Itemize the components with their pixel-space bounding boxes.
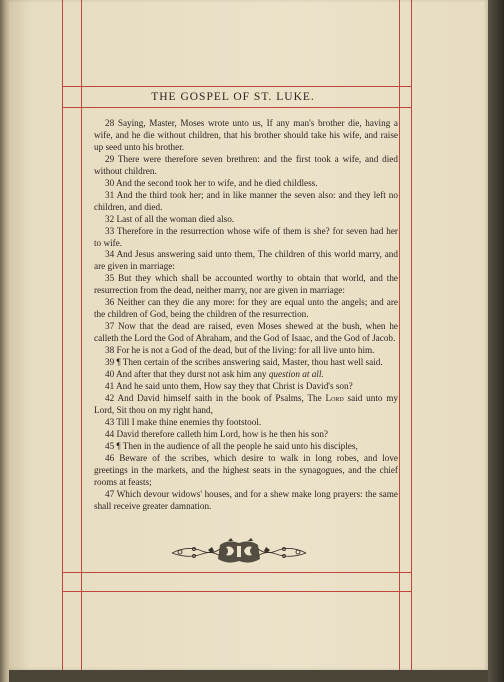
- verse-number: 40: [105, 369, 115, 380]
- page-title: THE GOSPEL OF ST. LUKE.: [151, 91, 315, 103]
- verse-text: David therefore calleth him Lord, how is he then his son?: [116, 428, 328, 439]
- verse-text: ¶ Then certain of the scribes answering said, Master, thou hast well said.: [116, 357, 383, 368]
- verse-text: Till I make thine enemies thy footstool.: [116, 416, 262, 427]
- verse-number: 39: [105, 357, 115, 368]
- rule-left-outer: [62, 0, 63, 670]
- rule-top-inner: [62, 107, 412, 108]
- verse-small-caps-text: Lord: [325, 392, 344, 403]
- verse-29: [94, 154, 398, 178]
- verse-40: [94, 369, 398, 381]
- verse-number: 34: [105, 249, 115, 260]
- verse-28: [94, 118, 398, 154]
- verse-text: Which devour widows' houses, and for a shew make long prayers: the same shall receive greater damnation.: [94, 488, 398, 511]
- verse-number: 45: [105, 440, 115, 451]
- verse-text: Neither can they die any more: for they are equal unto the angels; and are the children of God, being the children of the resurrection.: [94, 297, 398, 320]
- verse-text: And after that they durst not ask him any: [115, 369, 269, 380]
- rule-right-outer: [411, 0, 412, 670]
- verse-30: [94, 178, 398, 190]
- verse-text: And the second took her to wife, and he died childless.: [115, 177, 318, 188]
- rule-top-outer: [62, 86, 412, 87]
- verse-text: Beware of the scribes, which desire to walk in long robes, and love greetings in the markets, and the highest seats in the synagogues, and the chief rooms at feasts;: [94, 452, 398, 487]
- verse-number: 47: [105, 488, 115, 499]
- verse-number: 28: [105, 118, 115, 128]
- verse-35: [94, 273, 398, 297]
- verse-text: Saying, Master, Moses wrote unto us, If any man's brother die, having a wife, and he die without children, that his brother should take his wife, and raise up seed unto his brother.: [94, 118, 398, 152]
- verse-44: [94, 429, 398, 441]
- verse-number: 35: [105, 273, 115, 284]
- verse-number: 36: [105, 297, 115, 308]
- verse-text: Last of all the woman died also.: [116, 213, 235, 224]
- verse-text: For he is not a God of the dead, but of the living: for all live unto him.: [116, 345, 375, 356]
- verse-number: 31: [105, 189, 115, 200]
- verse-34: [94, 249, 398, 273]
- verse-number: 43: [105, 416, 115, 427]
- verse-number: 33: [105, 225, 115, 236]
- page-bottom-edge: [9, 670, 488, 682]
- verse-36: [94, 297, 398, 321]
- verse-41: [94, 381, 398, 393]
- verse-italic-text: question at all.: [268, 369, 324, 380]
- verse-text: There were therefore seven brethren: and the first took a wife, and died without children.: [94, 153, 398, 176]
- verse-number: 32: [105, 213, 115, 224]
- verse-text: Therefore in the resurrection whose wife of them is she? for seven had her to wife.: [94, 225, 398, 248]
- verse-number: 41: [105, 380, 115, 391]
- verse-37: [94, 321, 398, 345]
- verse-39: [94, 357, 398, 369]
- page-edge-shadow: [488, 0, 504, 682]
- verse-number: 44: [105, 428, 115, 439]
- verse-number: 38: [105, 345, 115, 356]
- verse-31: [94, 190, 398, 214]
- verse-number: 37: [105, 321, 115, 332]
- floral-tailpiece-icon: [168, 537, 310, 567]
- verse-33: [94, 226, 398, 250]
- verse-text: And David himself saith in the book of Psalms, The: [117, 392, 326, 403]
- verse-text: Now that the dead are raised, even Moses shewed at the bush, when he calleth the Lord the God of Abraham, and the God of Isaac, and the God of Jacob.: [94, 321, 398, 344]
- verse-text: ¶ Then in the audience of all the people he said unto his disciples,: [116, 440, 358, 451]
- rule-bottom-outer: [62, 591, 412, 592]
- verse-43: [94, 417, 398, 429]
- verse-text-block: [94, 118, 398, 512]
- verse-number: 29: [105, 153, 115, 164]
- rule-bottom-inner: [62, 572, 412, 573]
- verse-46: [94, 453, 398, 489]
- verse-number: 46: [105, 452, 115, 463]
- verse-32: [94, 214, 398, 226]
- verse-text: And the third took her; and in like manner the seven also: and they left no children, and died.: [94, 189, 398, 212]
- verse-38: [94, 345, 398, 357]
- verse-number: 42: [105, 392, 115, 403]
- verse-text: But they which shall be accounted worthy to obtain that world, and the resurrection from the dead, neither marry, nor are given in marriage:: [94, 273, 399, 296]
- verse-47: [94, 489, 398, 513]
- verse-number: 30: [105, 177, 115, 188]
- verse-text-continued: said unto my Lord, Sit thou on my right hand,: [94, 392, 399, 415]
- verse-45: [94, 441, 398, 453]
- verse-42: [94, 393, 398, 417]
- verse-text: And Jesus answering said unto them, The children of this world marry, and are given in marriage:: [94, 249, 398, 272]
- verse-text: And he said unto them, How say they that Christ is David's son?: [115, 380, 353, 391]
